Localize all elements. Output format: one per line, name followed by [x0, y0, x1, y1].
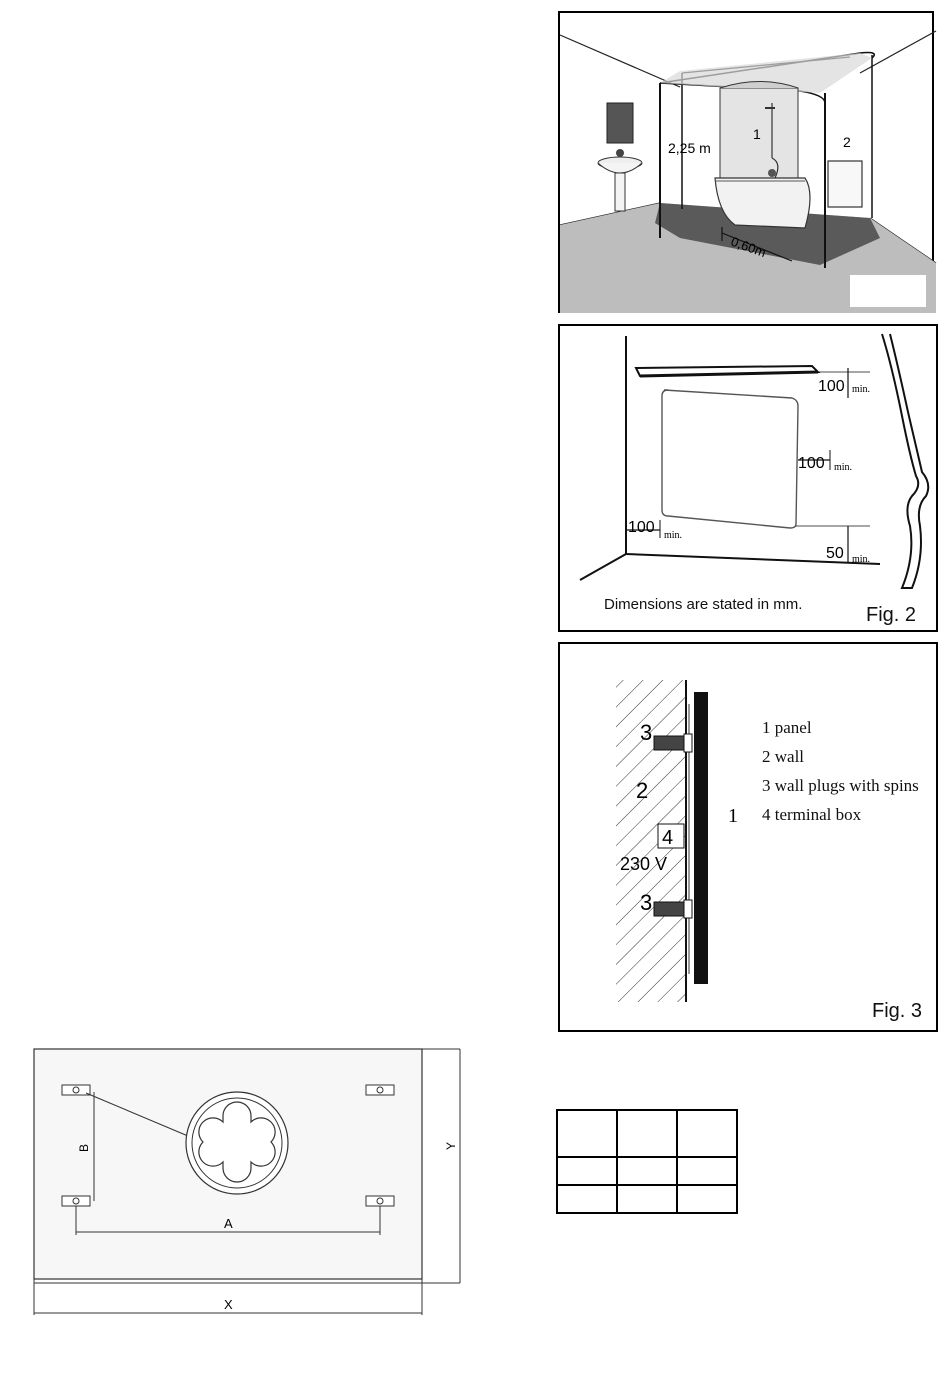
- legend-item-terminal-box: 4 terminal box: [762, 805, 862, 824]
- fig2-label: Fig. 2: [866, 604, 917, 626]
- terminal-label: 4: [662, 827, 674, 849]
- table-cell: [617, 1110, 677, 1157]
- table-cell: [677, 1157, 737, 1185]
- table-row: [557, 1110, 737, 1157]
- fig4-mounting-dimensions: [0, 1040, 470, 1312]
- dim-bottom-value: 50: [826, 545, 844, 562]
- dim-x-label: X: [224, 1297, 233, 1312]
- zone1-label: 1: [753, 126, 761, 142]
- fig1-bathroom-zones: [558, 11, 934, 313]
- table-cell: [677, 1185, 737, 1213]
- voltage-label: 230 V: [620, 854, 668, 874]
- dimensions-note: Dimensions are stated in mm.: [604, 596, 803, 613]
- plug-bottom-label: 3: [640, 890, 653, 915]
- distance-label: 0,60m: [728, 233, 769, 261]
- fig3-mounting-section: [558, 642, 938, 1032]
- table-cell: [617, 1185, 677, 1213]
- dim-b-label: B: [77, 1143, 91, 1152]
- dim-y-label: Y: [444, 1141, 458, 1150]
- clearance-drawing: [560, 326, 940, 634]
- zone2-label: 2: [843, 134, 851, 150]
- plug-top-label: 3: [640, 720, 653, 745]
- table-cell: [617, 1157, 677, 1185]
- table-row: [557, 1185, 737, 1213]
- table-cell: [557, 1157, 617, 1185]
- wall-label: 2: [636, 778, 649, 803]
- fig3-label: Fig. 3: [872, 1000, 923, 1022]
- legend-item-wall: 2 wall: [762, 747, 805, 766]
- dim-top-value: 100: [818, 378, 845, 395]
- dimension-drawing: [0, 1040, 470, 1312]
- height-label: 2,25 m: [668, 140, 711, 156]
- dim-side-value: 100: [798, 455, 825, 472]
- dim-bottom-min: min.: [852, 554, 871, 565]
- dim-a-label: A: [224, 1216, 233, 1231]
- dimension-table: [556, 1109, 738, 1214]
- dim-left-min: min.: [664, 530, 683, 541]
- table-cell: [677, 1110, 737, 1157]
- bathroom-drawing: [560, 13, 936, 315]
- dim-left-value: 100: [628, 519, 655, 536]
- legend-item-panel: 1 panel: [762, 718, 812, 737]
- table-row: [557, 1157, 737, 1185]
- table-cell: [557, 1185, 617, 1213]
- mounting-drawing: [560, 644, 940, 1034]
- fig2-clearances: [558, 324, 938, 632]
- panel-number-label: 1: [728, 805, 738, 827]
- dim-top-min: min.: [852, 384, 871, 395]
- legend-item-wall-plugs: 3 wall plugs with spins: [762, 776, 919, 795]
- table-cell: [557, 1110, 617, 1157]
- dim-side-min: min.: [834, 462, 853, 473]
